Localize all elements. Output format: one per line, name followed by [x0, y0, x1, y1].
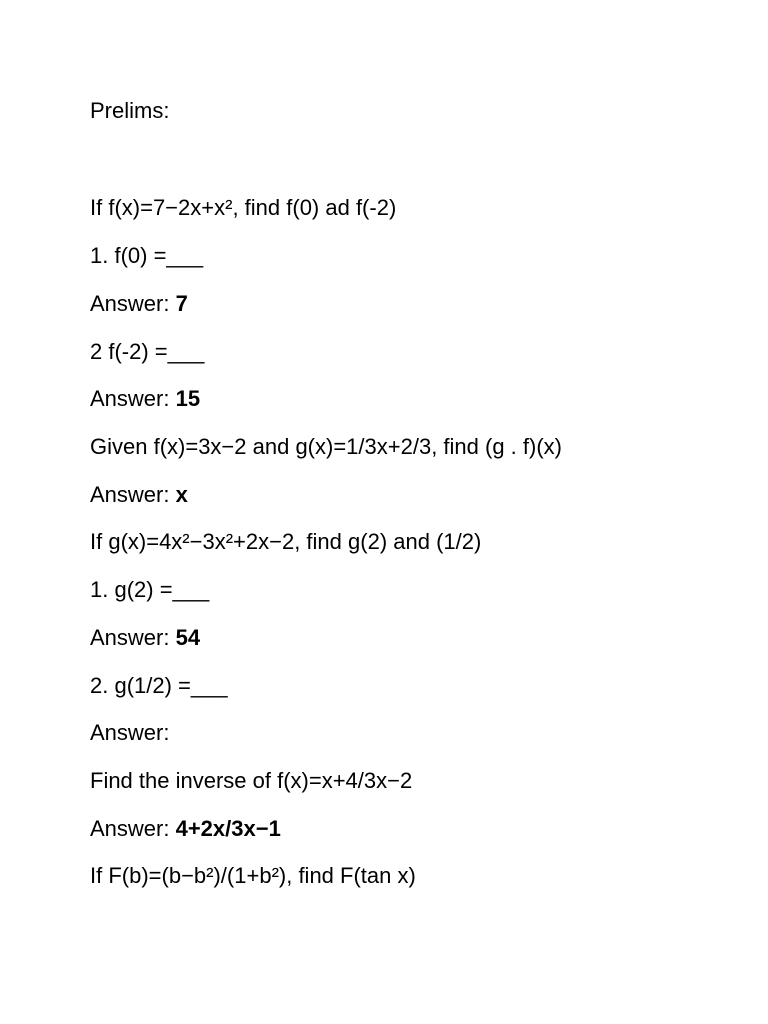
- answer-label: Answer:: [90, 625, 176, 650]
- question-1-part-2: [90, 338, 204, 366]
- question-text: If F(b)=(b−b²)/(1+b²), find F(tan x): [90, 863, 416, 888]
- answer-value: 54: [175, 625, 201, 650]
- question-1-answer-1: [90, 290, 188, 318]
- question-part-text: 2 f(-2) =___: [90, 339, 205, 364]
- question-1-answer-2: [90, 385, 200, 413]
- answer-label: Answer:: [90, 386, 176, 411]
- question-text: Given f(x)=3x−2 and g(x)=1/3x+2/3, find (g . f)(x): [90, 434, 562, 459]
- answer-value: x: [175, 482, 188, 507]
- answer-value: 4+2x/3x−1: [175, 816, 281, 841]
- page-heading: [90, 97, 169, 125]
- question-4-prompt: [90, 767, 412, 795]
- question-3-prompt: [90, 528, 481, 556]
- question-part-text: 2. g(1/2) =___: [90, 673, 228, 698]
- question-text: If f(x)=7−2x+x², find f(0) ad f(-2): [90, 195, 397, 220]
- answer-label: Answer:: [90, 720, 170, 745]
- question-4-answer: [90, 815, 281, 843]
- question-5-prompt: [90, 862, 416, 890]
- question-text: If g(x)=4x²−3x²+2x−2, find g(2) and (1/2): [90, 529, 482, 554]
- question-3-answer-2: [90, 719, 169, 747]
- question-part-text: 1. f(0) =___: [90, 243, 204, 268]
- question-part-text: 1. g(2) =___: [90, 577, 210, 602]
- question-3-answer-1: [90, 624, 200, 652]
- answer-label: Answer:: [90, 482, 176, 507]
- question-text: Find the inverse of f(x)=x+4/3x−2: [90, 768, 413, 793]
- question-3-part-2: [90, 672, 228, 700]
- heading-text: Prelims:: [90, 98, 170, 123]
- question-2-answer: [90, 481, 188, 509]
- answer-label: Answer:: [90, 291, 176, 316]
- answer-label: Answer:: [90, 816, 176, 841]
- answer-value: 7: [175, 291, 188, 316]
- question-2-prompt: [90, 433, 562, 461]
- question-1-part-1: [90, 242, 203, 270]
- question-1-prompt: [90, 194, 396, 222]
- question-3-part-1: [90, 576, 209, 604]
- answer-value: 15: [175, 386, 201, 411]
